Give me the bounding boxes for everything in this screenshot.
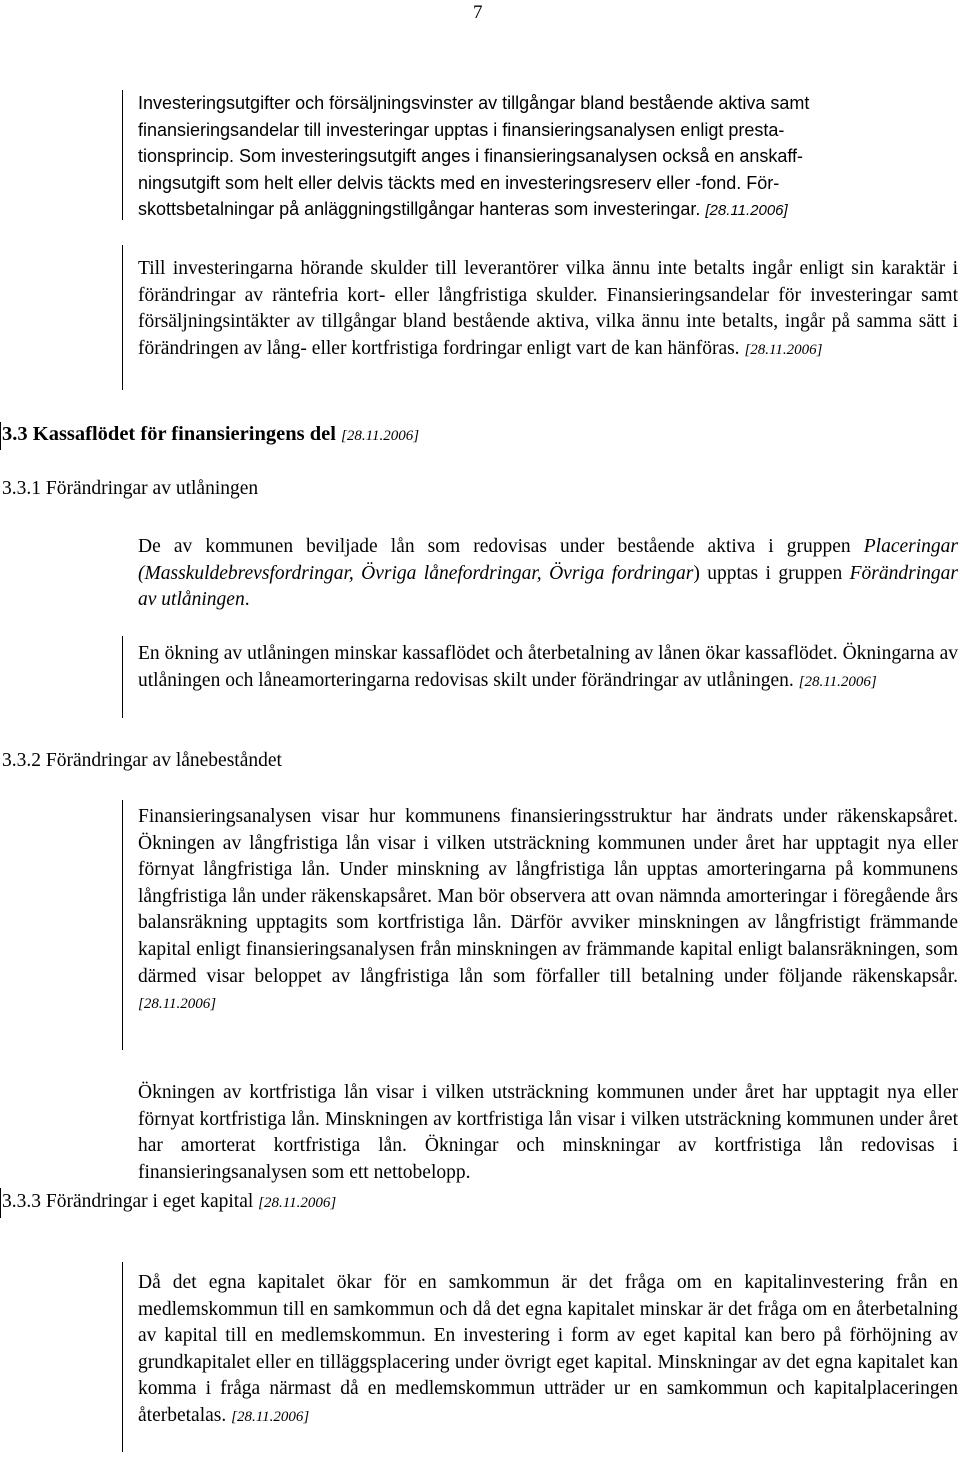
date-tag: [28.11.2006] xyxy=(705,202,788,220)
heading-3-3-3 xyxy=(2,1191,336,1213)
change-bar xyxy=(122,245,123,390)
paragraph-text: En ökning av utlåningen minskar kassaflödet och återbetalning av lånen ökar kassaflödet. Ökningarna av utlåningen och låneamorteringarna redovisas skilt under förändringar av utlåningen. xyxy=(138,643,958,691)
date-tag: [28.11.2006] xyxy=(231,1408,310,1425)
change-bar xyxy=(0,422,1,450)
text-emphasis: Förändringar av utlåningen xyxy=(138,562,958,611)
date-tag: [28.11.2006] xyxy=(258,1195,337,1211)
change-bar xyxy=(122,90,123,220)
text-line: tionsprincip. Som investeringsutgift anges i finansieringsanalysen också en anskaff- xyxy=(138,146,804,167)
text-line: finansieringsandelar till investeringar upptas i finansieringsanalysen enligt presta- xyxy=(138,119,785,140)
date-tag: [28.11.2006] xyxy=(744,341,823,358)
heading-3-3-2: 3.3.2 Förändringar av lånebeståndet xyxy=(2,750,282,771)
heading-3-3-1: 3.3.1 Förändringar av utlåningen xyxy=(2,478,259,499)
text-run: ) upptas i gruppen xyxy=(693,562,850,584)
date-tag: [28.11.2006] xyxy=(138,996,217,1013)
heading-3-3 xyxy=(2,423,419,446)
date-tag: [28.11.2006] xyxy=(341,428,420,444)
heading-text: 3.3.3 Förändringar i eget kapital xyxy=(2,1191,254,1212)
text-emphasis: Placeringar (Masskuldebrevsfordringar, Övriga lånefordringar, Övriga fordringar xyxy=(138,536,958,584)
paragraph-text: Ökningen av kortfristiga lån visar i vilken utsträckning kommunen under året har upptagit nya eller förnyat kortfristiga lån. Minskningen av kortfristiga lån visar i vilken utsträckning kommunen under året har amorterat kortfristiga lån. Ökningar och minskningar av kortfristiga lån redovisas i finansieringsanalysen som ett nettobelopp. xyxy=(138,1082,958,1183)
date-tag: [28.11.2006] xyxy=(798,673,877,690)
change-bar xyxy=(122,800,123,1050)
paragraph-beviljade-lan xyxy=(138,534,958,614)
paragraph-okning-utlaning xyxy=(138,641,958,695)
paragraph-eget-kapital xyxy=(138,1270,958,1431)
page-number: 7 xyxy=(473,2,483,23)
text-run: De av kommunen beviljade lån som redovisas under bestående aktiva i gruppen xyxy=(138,536,864,557)
paragraph-text: Då det egna kapitalet ökar för en samkommun är det fråga om en kapitalinvestering från en medlemskommun till en samkommun och då det egna kapitalet minskar är det fråga om en återbetalning av kapital till en medlemskommun. En investering i form av eget kapital kan bero på förhöjning av grundkapitalet eller en tilläggsplacering under övrigt eget kapital. Minskningar av det egna kapitalet kan komma i fråga närmast då en medlemskommun utträder ur en samkommun och kapitalplaceringen återbetalas. xyxy=(138,1272,958,1426)
text-line: Investeringsutgifter och försäljningsvinster av tillgångar bland bestående aktiva samt xyxy=(138,93,810,113)
paragraph-kortfristiga-lan xyxy=(138,1080,958,1186)
change-bar xyxy=(122,636,123,718)
heading-text: 3.3 Kassaflödet för finansieringens del xyxy=(2,423,336,445)
paragraph-finansieringsanalysen xyxy=(138,804,958,1018)
text-line: ningsutgift som helt eller delvis täckts med en investeringsreserv eller -fond. För- xyxy=(138,172,780,193)
paragraph-text: Finansieringsanalysen visar hur kommunens finansieringsstruktur har ändrats under räkenskapsåret. Ökningen av långfristiga lån visar i vilken utsträckning kommunen under året har upptagit nya eller förnyat långfristiga lån. Under minskning av långfristiga lån upptas amorteringarna på kommunens långfristiga lån under räkenskapsåret. Man bör observera att ovan nämnda amorteringar i föregående års balansräkning upptagits som kortfristiga lån. Därför avviker minskningen av långfristigt främmande kapital enligt finansieringsanalysen från minskningen av främmande kapital enligt balansräkningen, som därmed visar beloppet av långfristiga lån som förfaller till betalning under följande räkenskapsår. xyxy=(138,806,958,987)
text-line: skottsbetalningar på anläggningstillgångar hanteras som investeringar. xyxy=(138,199,701,220)
paragraph-investeringsutgifter xyxy=(138,90,958,225)
paragraph-skulder xyxy=(138,256,958,363)
change-bar xyxy=(0,1188,1,1218)
change-bar xyxy=(122,1262,123,1452)
text-run: . xyxy=(244,589,250,611)
paragraph-text: Till investeringarna hörande skulder till leverantörer vilka ännu inte betalts ingår enligt sin karaktär i förändringar av räntefria kort- eller långfristiga skulder. Finansieringsandelar för investeringar samt försäljningsintäkter av tillgångar bland bestående aktiva, vilka ännu inte betalts, ingår på samma sätt i förändringen av lång- eller kortfristiga fordringar enligt vart de kan hänföras. xyxy=(138,258,958,359)
